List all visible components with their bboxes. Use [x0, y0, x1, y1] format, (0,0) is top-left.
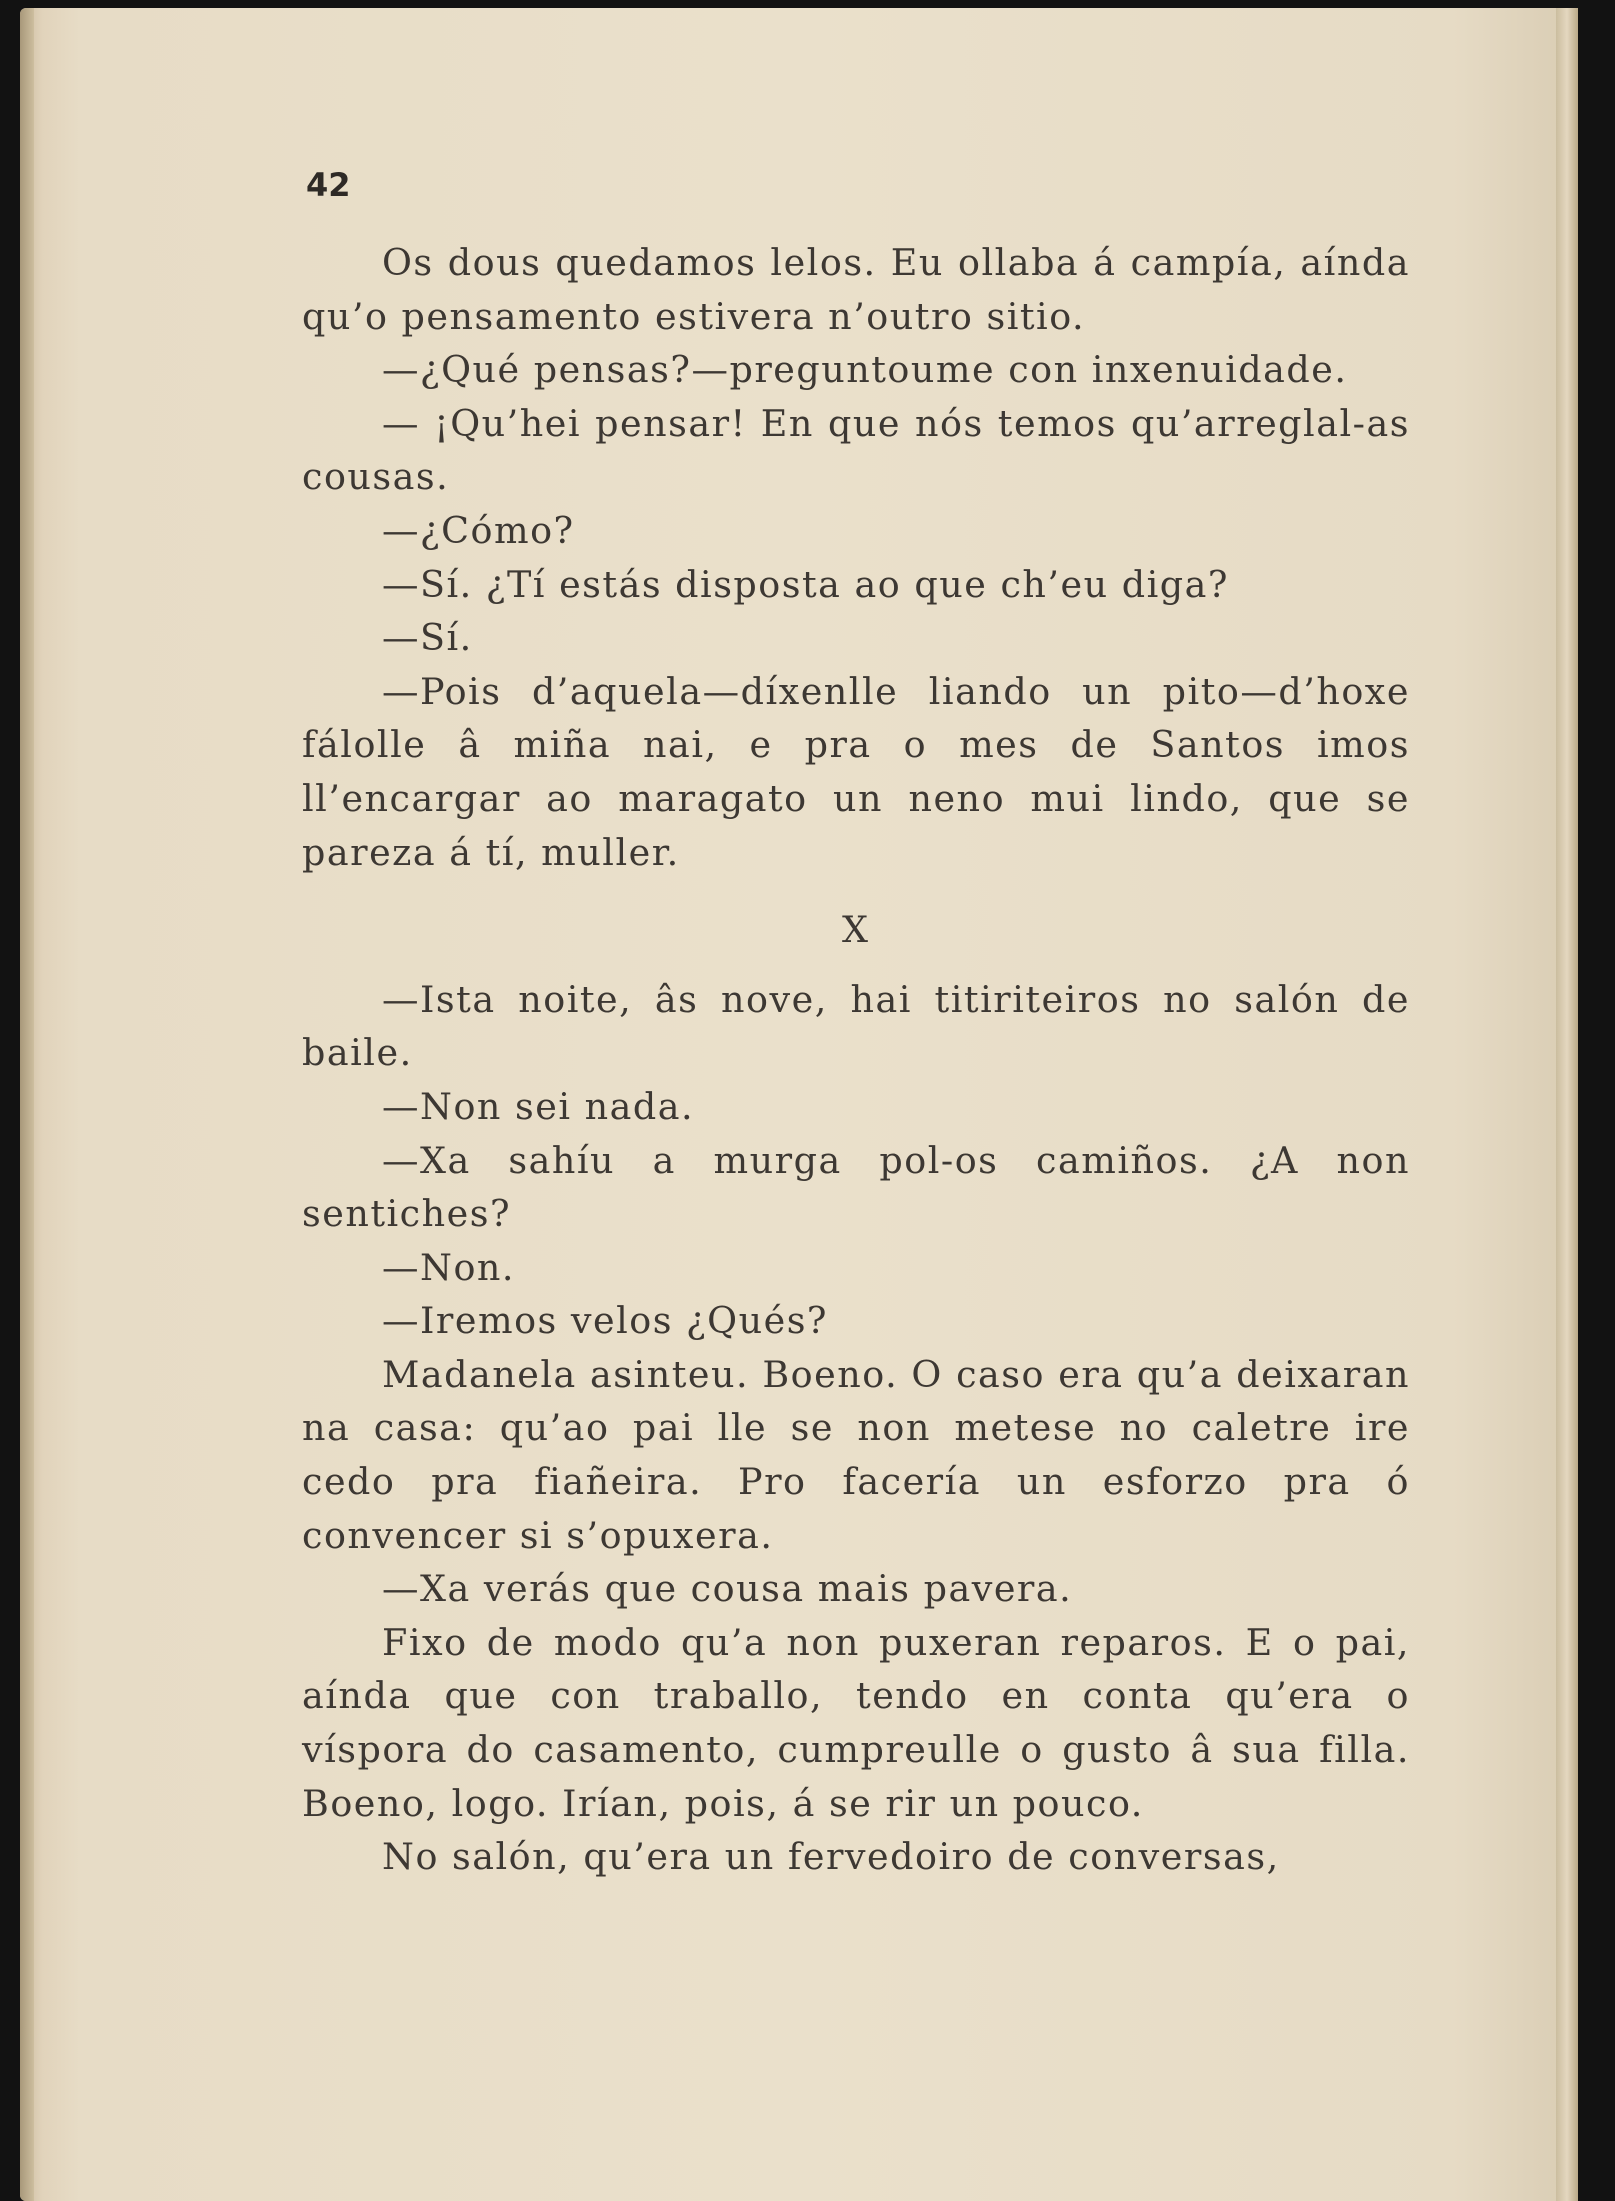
paragraph: —Pois d’aquela—díxenlle liando un pito—d’hoxe fálolle â miña nai, e pra o mes de Santos imos ll’encargar ao maragato un neno mui lindo, que se pareza á tí, muller. — [302, 669, 1410, 874]
paragraph: Madanela asinteu. Boeno. O caso era qu’a deixaran na casa: qu’ao pai lle se non metese no caletre ire cedo pra fiañeira. Pro facería un esforzo pra ó convencer si s’opuxera. — [302, 1352, 1410, 1557]
section-heading: X — [842, 908, 870, 952]
paragraph: — ¡Qu’hei pensar! En que nós temos qu’arreglal-as cousas. — [302, 401, 1410, 499]
book-spine — [20, 8, 34, 2201]
paragraph: —Ista noite, âs nove, hai titiriteiros no salón de baile. — [302, 977, 1410, 1075]
paragraph: —¿Qué pensas?—preguntoume con inxenuidade. — [382, 348, 1348, 392]
paragraph: —Sí. — [382, 616, 473, 660]
paragraph: —Iremos velos ¿Qués? — [382, 1299, 828, 1343]
paragraph: —Sí. ¿Tí estás disposta ao que ch’eu diga? — [382, 562, 1229, 606]
paragraph: Os dous quedamos lelos. Eu ollaba á campía, aínda qu’o pensamento estivera n’outro sitio. — [302, 241, 1410, 338]
top-spacer — [302, 158, 1410, 236]
paragraph: —Xa sahíu a murga pol-os camiños. ¿A non sentiches? — [302, 1138, 1410, 1236]
paragraphs-after-heading — [302, 973, 1410, 1884]
paragraphs-before-heading — [302, 236, 1410, 879]
paragraph: —¿Cómo? — [382, 508, 575, 552]
page-number: 42 — [306, 166, 351, 204]
paragraph: No salón, qu’era un fervedoiro de conversas, — [382, 1835, 1280, 1879]
page-edge — [1556, 8, 1578, 2201]
paragraph: —Non. — [382, 1245, 516, 1289]
paragraph: —Non sei nada. — [382, 1084, 695, 1128]
body-text — [302, 158, 1410, 1884]
paragraph: —Xa verás que cousa mais pavera. — [382, 1567, 1073, 1611]
paragraph: Fixo de modo qu’a non puxeran reparos. E o pai, aínda que con traballo, tendo en conta qu’era o víspora do casamento, cumpreulle o gusto â sua filla. Boeno, logo. Irían, pois, á se rir un pouco. — [302, 1620, 1410, 1825]
